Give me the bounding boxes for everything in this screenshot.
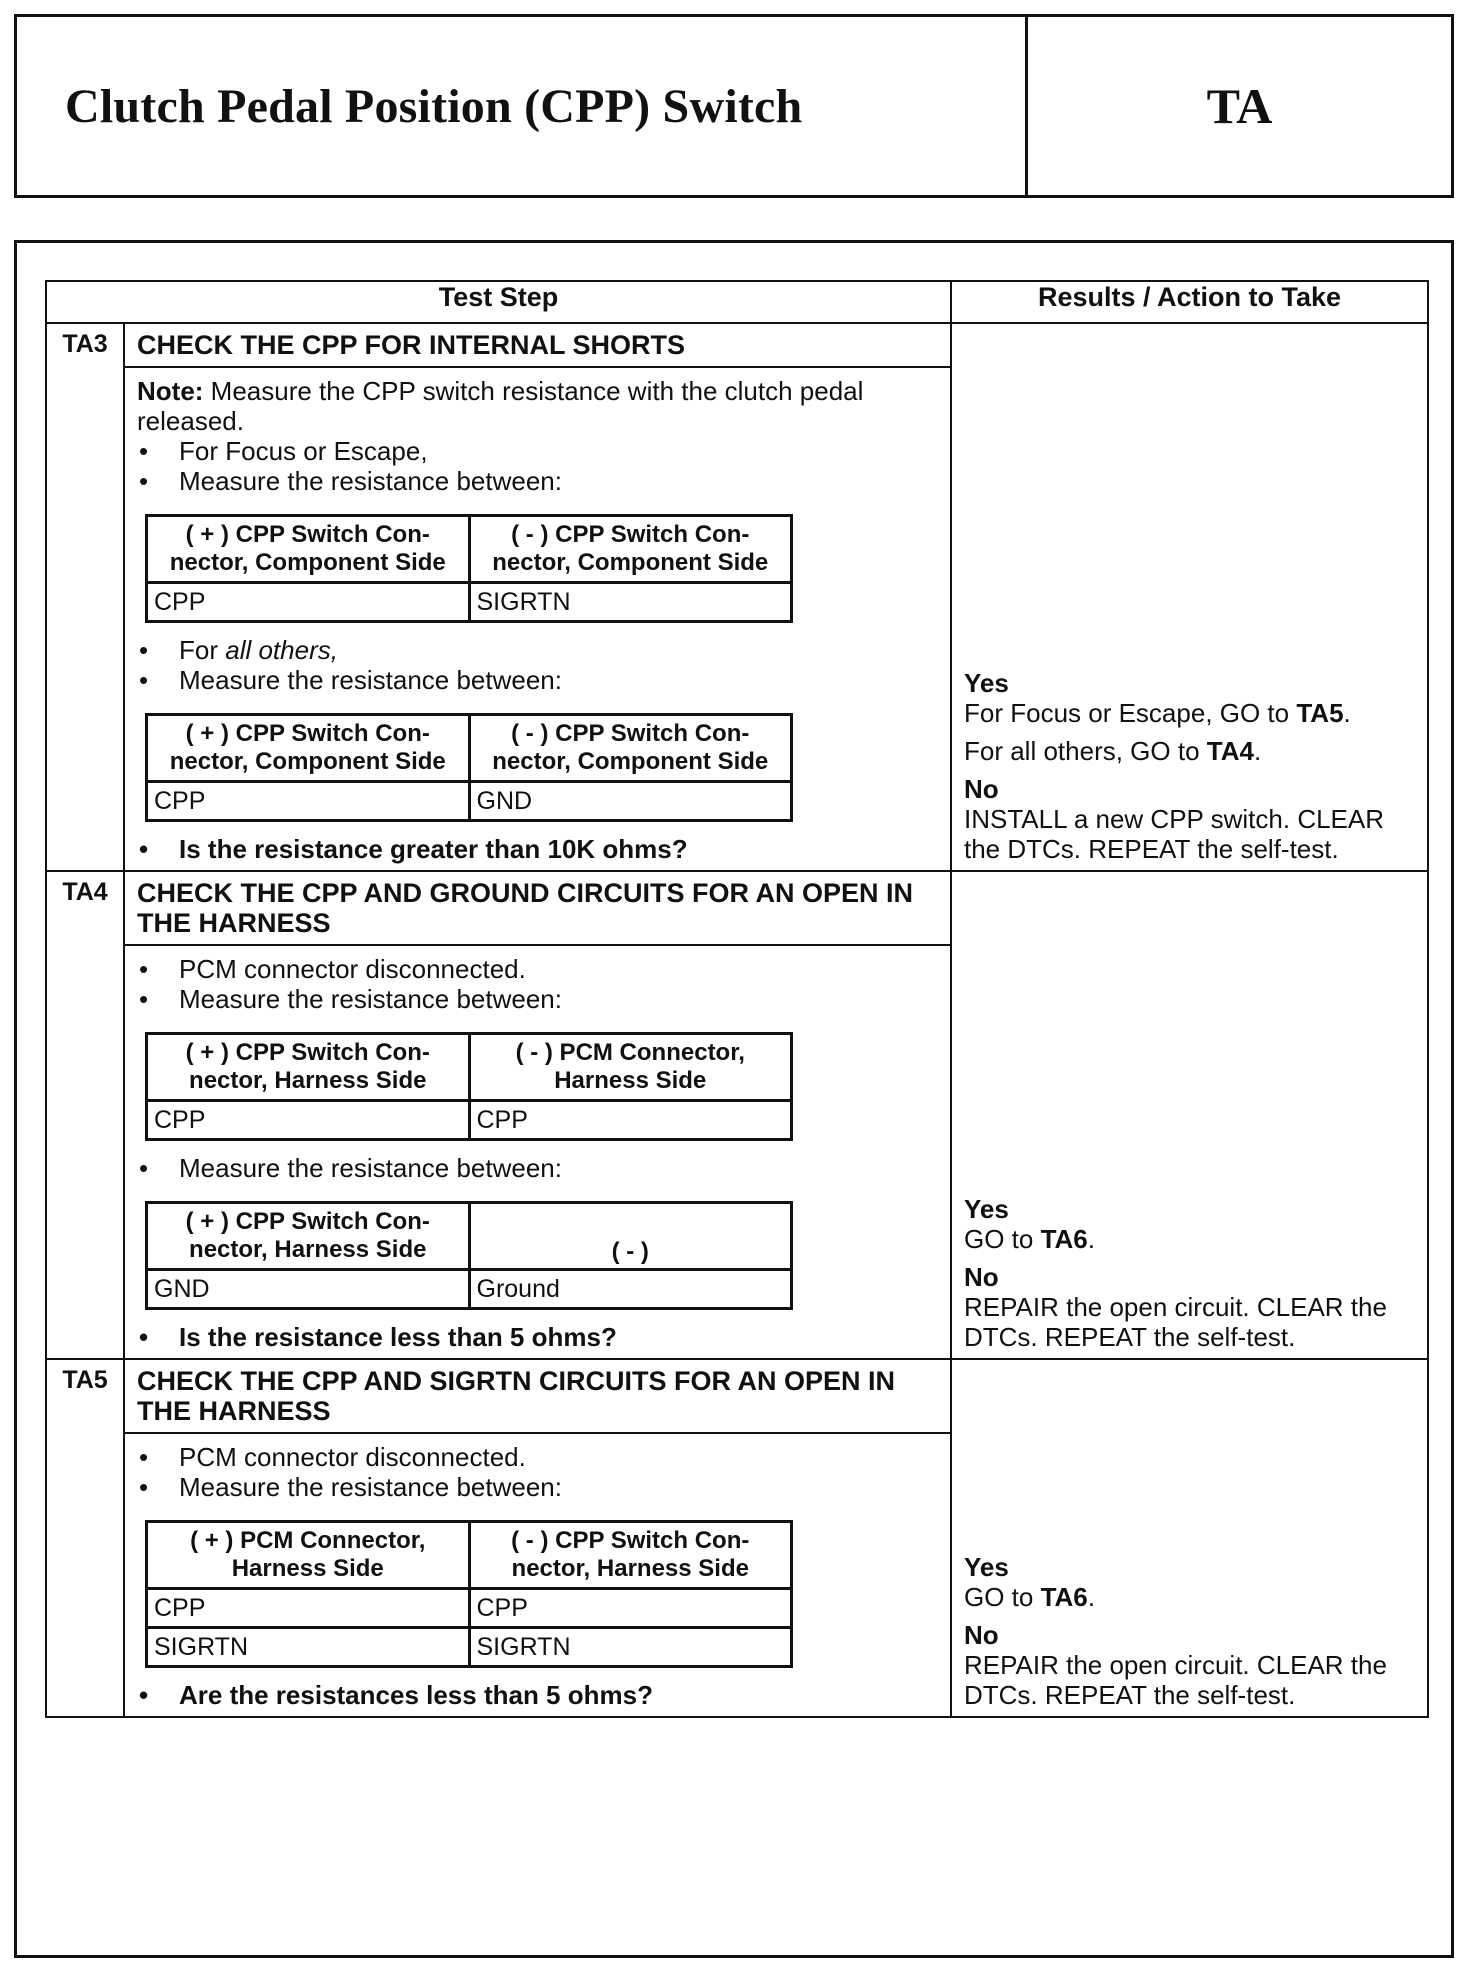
table-col-header: ( - ) [469,1203,792,1270]
step-heading: CHECK THE CPP AND GROUND CIRCUITS FOR AN OPEN IN THE HARNESS [124,871,951,945]
step-result [951,323,1428,871]
yes-text: GO to [964,1224,1041,1254]
bullet: • Measure the resistance between: [137,1472,938,1502]
note [137,376,938,436]
no-action: REPAIR the open circuit. CLEAR the DTCs. REPEAT the self-test. [964,1650,1387,1710]
no-label: No [964,1262,999,1292]
yes-action: GO to TA6. [964,1582,1096,1612]
note-label: Note: [137,376,204,406]
page-title: Clutch Pedal Position (CPP) Switch [65,79,803,133]
test-table [45,280,1429,1718]
yes-text: For all others, GO to [964,736,1207,766]
table-cell: SIGRTN [147,1628,470,1667]
no-action: INSTALL a new CPP switch. CLEAR the DTCs. REPEAT the self-test. [964,804,1385,864]
table-col-header: ( - ) CPP Switch Con-nector, Component Side [469,715,792,782]
table-col-header: ( + ) CPP Switch Con-nector, Harness Side [147,1034,470,1101]
measurement-table [145,514,793,623]
bullet-text-italic: all others, [225,635,338,665]
table-cell: GND [147,1270,470,1309]
bullet: • Measure the resistance between: [137,1153,938,1183]
table-col-header: ( + ) PCM Connector, Harness Side [147,1522,470,1589]
no-label: No [964,774,999,804]
table-col-header: ( + ) CPP Switch Con-nector, Component Side [147,715,470,782]
question: • Are the resistances less than 5 ohms? [137,1680,938,1710]
yes-text: For Focus or Escape, GO to [964,698,1297,728]
table-cell: CPP [147,583,470,622]
table-col-header: ( - ) CPP Switch Con-nector, Component Side [469,516,792,583]
step-ta3-heading-row [46,323,1428,367]
step-result [951,871,1428,1359]
note-text: Measure the CPP switch resistance with the clutch pedal released. [137,376,864,436]
table-cell: CPP [469,1101,792,1140]
table-col-header: ( + ) CPP Switch Con-nector, Component Side [147,516,470,583]
table-col-header: ( - ) CPP Switch Con-nector, Harness Side [469,1522,792,1589]
step-code: TA3 [46,323,124,871]
bullet: • PCM connector disconnected. [137,954,938,984]
goto-link[interactable]: TA6 [1040,1582,1088,1612]
section-code-cell [1028,17,1451,195]
measurement-table [145,1032,793,1141]
step-heading: CHECK THE CPP FOR INTERNAL SHORTS [124,323,951,367]
title-box [14,14,1454,198]
yes-label: Yes [964,668,1009,698]
table-cell: CPP [147,1589,470,1628]
table-cell: CPP [147,782,470,821]
bullet: • PCM connector disconnected. [137,1442,938,1472]
yes-label: Yes [964,1552,1009,1582]
bullet: • Measure the resistance between: [137,466,938,496]
test-step-header: Test Step [46,281,951,323]
table-col-header: ( + ) CPP Switch Con-nector, Harness Side [147,1203,470,1270]
step-code: TA4 [46,871,124,1359]
table-col-header: ( - ) PCM Connector, Harness Side [469,1034,792,1101]
table-cell: CPP [147,1101,470,1140]
goto-link[interactable]: TA6 [1040,1224,1088,1254]
step-body [124,1433,951,1717]
step-result [951,1359,1428,1717]
bullet: • For Focus or Escape, [137,436,938,466]
yes-action: For Focus or Escape, GO to TA5. [964,698,1351,728]
table-cell: Ground [469,1270,792,1309]
no-action: REPAIR the open circuit. CLEAR the DTCs. REPEAT the self-test. [964,1292,1387,1352]
page-title-cell [17,17,1028,195]
section-code: TA [1206,78,1273,134]
table-cell: SIGRTN [469,1628,792,1667]
no-label: No [964,1620,999,1650]
goto-link[interactable]: TA5 [1296,698,1344,728]
step-body [124,367,951,871]
measurement-table [145,1201,793,1310]
table-header-row [46,281,1428,323]
table-cell: SIGRTN [469,583,792,622]
table-cell: GND [469,782,792,821]
step-heading: CHECK THE CPP AND SIGRTN CIRCUITS FOR AN OPEN IN THE HARNESS [124,1359,951,1433]
step-code: TA5 [46,1359,124,1717]
yes-text: GO to [964,1582,1041,1612]
step-ta4-heading-row [46,871,1428,945]
yes-label: Yes [964,1194,1009,1224]
measurement-table [145,1520,793,1668]
step-body [124,945,951,1359]
yes-action: GO to TA6. [964,1224,1096,1254]
bullet [137,635,938,665]
goto-link[interactable]: TA4 [1206,736,1254,766]
yes-action-2: For all others, GO to TA4. [964,736,1262,766]
bullet: • Measure the resistance between: [137,984,938,1014]
question: • Is the resistance less than 5 ohms? [137,1322,938,1352]
table-cell: CPP [469,1589,792,1628]
bullet: • Measure the resistance between: [137,665,938,695]
measurement-table [145,713,793,822]
results-header: Results / Action to Take [951,281,1428,323]
bullet-text: For [179,635,226,665]
question: • Is the resistance greater than 10K ohms? [137,834,938,864]
step-ta5-heading-row [46,1359,1428,1433]
